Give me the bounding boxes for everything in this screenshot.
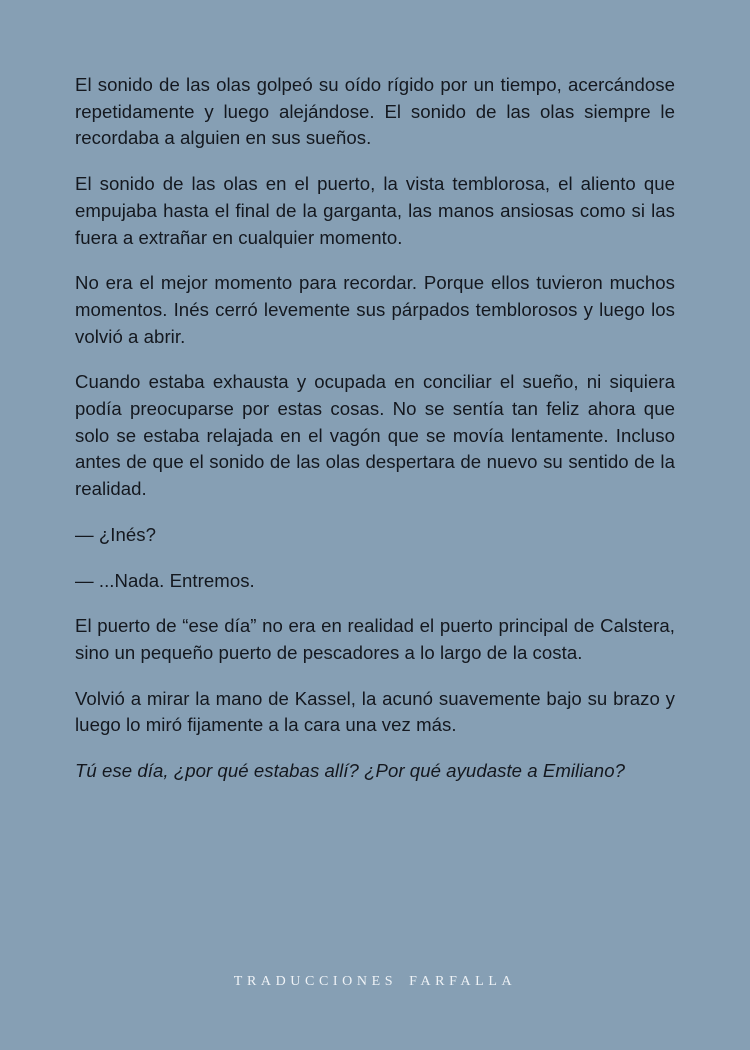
footer-word-1: TRADUCCIONES: [233, 974, 398, 989]
dialogue-line-1: — ¿Inés?: [75, 523, 157, 545]
paragraph-6: Volvió a mirar la mano de Kassel, la acunó suavemente bajo su brazo y luego lo miró fijamente a la cara una vez más.: [75, 687, 675, 736]
document-body: [75, 72, 675, 804]
paragraph-3: No era el mejor momento para recordar. Porque ellos tuvieron muchos momentos. Inés cerró levemente sus párpados temblorosos y luego los volvió a abrir.: [75, 272, 675, 347]
paragraph-5: El puerto de “ese día” no era en realidad el puerto principal de Calstera, sino un pequeño puerto de pescadores a lo largo de la costa.: [75, 615, 675, 663]
paragraph-2: El sonido de las olas en el puerto, la vista temblorosa, el aliento que empujaba hasta el final de la garganta, las manos ansiosas como si las fuera a extrañar en cualquier momento.: [75, 173, 675, 248]
paragraph-1: El sonido de las olas golpeó su oído rígido por un tiempo, acercándose repetidamente y luego alejándose. El sonido de las olas siempre le recordaba a alguien en sus sueños.: [75, 74, 675, 149]
italic-thought: Tú ese día, ¿por qué estabas allí? ¿Por qué ayudaste a Emiliano?: [75, 760, 625, 782]
footer-word-2: FARFALLA: [409, 974, 517, 989]
dialogue-line-2: — ...Nada. Entremos.: [75, 569, 255, 591]
footer-credit: [0, 974, 750, 990]
paragraph-4: Cuando estaba exhausta y ocupada en conciliar el sueño, ni siquiera podía preocuparse por estas cosas. No se sentía tan feliz ahora que solo se estaba relajada en el vagón que se movía lentamente. Incluso antes de que el sonido de las olas despertara de nuevo su sentido de la realidad.: [75, 371, 675, 500]
